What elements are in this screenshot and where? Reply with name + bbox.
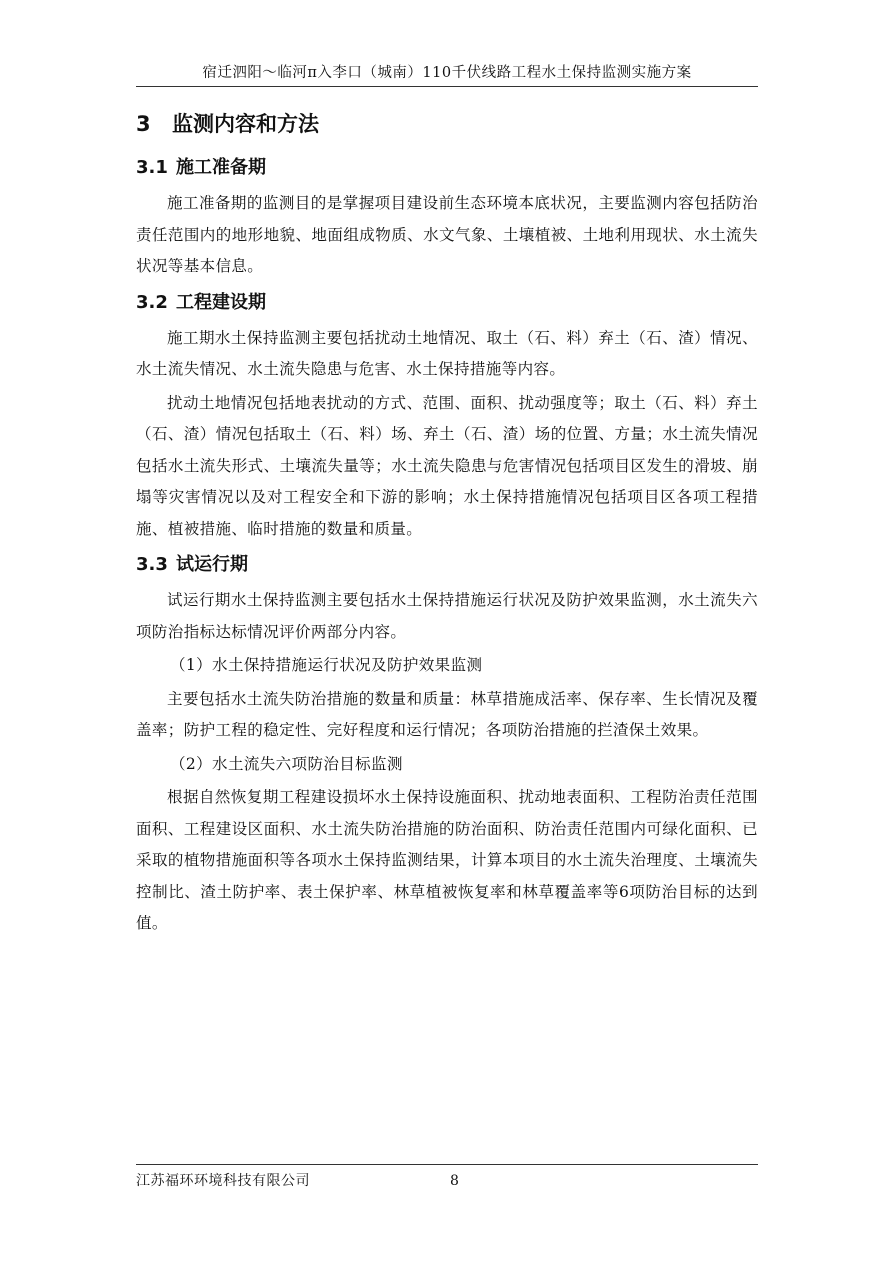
paragraph: 扰动土地情况包括地表扰动的方式、范围、面积、扰动强度等；取土（石、料）弃土（石、渣）情况包括取土（石、料）场、弃土（石、渣）场的位置、方量；水土流失情况包括水土流失形式、土壤流失量等；水土流失隐患与危害情况包括项目区发生的滑坡、崩塌等灾害情况以及对工程安全和下游的影响；水土保持措施情况包括项目区各项工程措施、植被措施、临时措施的数量和质量。 <box>136 393 758 538</box>
subsection-title: 试运行期 <box>176 554 248 575</box>
paragraph: 施工期水土保持监测主要包括扰动土地情况、取土（石、料）弃土（石、渣）情况、水土流失情况、水土流失隐患与危害、水土保持措施等内容。 <box>136 328 758 378</box>
section-title: 监测内容和方法 <box>172 112 319 136</box>
paragraph: 主要包括水土流失防治措施的数量和质量：林草措施成活率、保存率、生长情况及覆盖率；防护工程的稳定性、完好程度和运行情况；各项防治措施的拦渣保土效果。 <box>136 689 758 739</box>
paragraph: 试运行期水土保持监测主要包括水土保持措施运行状况及防护效果监测，水土流失六项防治指标达标情况评价两部分内容。 <box>136 591 758 641</box>
subsection-number: 3.3 <box>136 554 168 575</box>
subsection-number: 3.1 <box>136 157 168 178</box>
page-header <box>136 62 758 87</box>
subsection-title: 施工准备期 <box>176 157 266 178</box>
subsection-number: 3.2 <box>136 291 168 313</box>
section-heading-3 <box>136 104 758 144</box>
header-title: 宿迁泗阳～临河π入李口（城南）110千伏线路工程水土保持监测实施方案 <box>202 65 692 81</box>
subsection-heading-3-3 <box>136 547 758 583</box>
list-item-heading: （2）水土流失六项防治目标监测 <box>170 754 403 773</box>
subsection-title: 工程建设期 <box>176 291 266 313</box>
document-body <box>136 104 758 942</box>
paragraph: 根据自然恢复期工程建设损坏水土保持设施面积、扰动地表面积、工程防治责任范围面积、工程建设区面积、水土流失防治措施的防治面积、防治责任范围内可绿化面积、已采取的植物措施面积等各项水土保持监测结果，计算本项目的水土流失治理度、土壤流失控制比、渣土防护率、表土保护率、林草植被恢复率和林草覆盖率等6项防治目标的达到值。 <box>136 788 758 932</box>
page-number: 8 <box>450 1173 460 1189</box>
section-number: 3 <box>136 112 151 136</box>
footer-company: 江苏福环环境科技有限公司 <box>136 1173 310 1189</box>
subsection-heading-3-1 <box>136 150 758 186</box>
paragraph: 施工准备期的监测目的是掌握项目建设前生态环境本底状况，主要监测内容包括防治责任范围内的地形地貌、地面组成物质、水文气象、土壤植被、土地利用现状、水土流失状况等基本信息。 <box>136 194 758 275</box>
subsection-heading-3-2 <box>136 285 758 321</box>
page-footer <box>136 1164 758 1195</box>
list-item-heading: （1）水土保持措施运行状况及防护效果监测 <box>170 656 483 674</box>
